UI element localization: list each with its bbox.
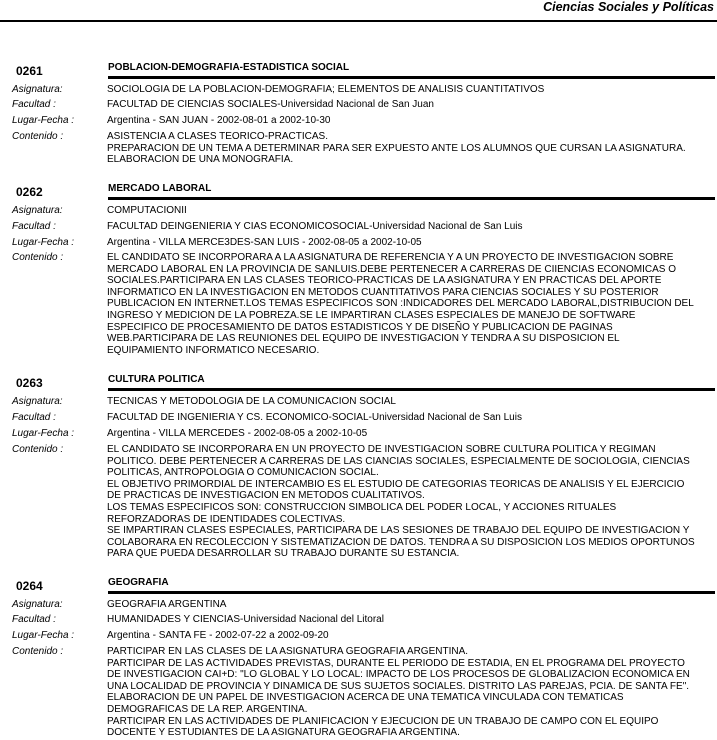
facultad-label: Facultad :	[12, 221, 56, 232]
asignatura-value: COMPUTACIONII	[107, 205, 187, 216]
contenido-line: PARTICIPAR EN LAS ACTIVIDADES DE PLANIFICACION Y EJECUCION DE UN TRABAJO DE CAMPO CON EL EQUIPO	[107, 715, 659, 727]
facultad-label: Facultad :	[12, 412, 56, 423]
contenido-line: COLABORARA EN RECOLECCION Y SISTEMATIZACION DE DATOS. TENDRA A SU DISPOSICION LOS MEDIOS OPORTUNOS	[107, 536, 695, 548]
lugar-fecha-label: Lugar-Fecha :	[12, 428, 75, 439]
entry-id: 0263	[16, 376, 43, 390]
contenido-line: PARTICIPAR EN LAS CLASES DE LA ASIGNATURA GEOGRAFIA ARGENTINA.	[107, 646, 469, 657]
contenido-label: Contenido :	[12, 131, 64, 142]
contenido-line: POLITICAS, ANTROPOLOGIA O COMUNICACION SOCIAL.	[107, 467, 379, 479]
asignatura-label: Asignatura:	[12, 396, 63, 407]
contenido-line: DOCENTE Y ESTUDIANTES DE LA ASIGNATURA GEOGRAFIA ARGENTINA.	[107, 727, 460, 739]
contenido-line: POLITICO. DEBE PERTENECER A CARRERAS DE LAS CIANCIAS SOCIALES, ESPECIALMENTE DE SOCIOLOGIA, CIENCIAS	[107, 455, 690, 467]
page-title: Ciencias Sociales y Políticas	[543, 0, 714, 14]
contenido-line: ASISTENCIA A CLASES TEORICO-PRACTICAS.	[107, 131, 328, 142]
entry-title: POBLACION-DEMOGRAFIA-ESTADISTICA SOCIAL	[108, 62, 350, 73]
contenido-line: INFORMATICO EN LA INVESTIGACION EN METODOS CUANTITATIVOS PARA CIENCIAS SOCIALES Y SU POSTERIOR	[107, 286, 659, 298]
lugar-fecha-label: Lugar-Fecha :	[12, 237, 75, 248]
contenido-line: EL CANDIDATO SE INCORPORARA EN UN PROYECTO DE INVESTIGACION SOBRE CULTURA POLITICA Y REGIMAN	[107, 444, 656, 455]
lugar-fecha-value: Argentina - VILLA MERCE3DES-SAN LUIS - 2002-08-05 a 2002-10-05	[107, 237, 422, 248]
contenido-line: UNA LOCALIDAD DE PROVINCIA Y DINAMICA DE SUS SUJETOS SOCIALES. DISTRITO LAS PAREJAS, PCIA. DE SANTA FE".	[107, 680, 690, 692]
contenido-line: DEMOGRAFICAS DE LA REP. ARGENTINA.	[107, 703, 308, 715]
facultad-value: FACULTAD DEINGENIERIA Y CIAS ECONOMICOSOCIAL-Universidad Nacional de San Luis	[107, 221, 523, 232]
contenido-line: ESPECIFICO DE PROCESAMIENTO DE DATOS ESTADISTICOS Y DE DISEÑO Y PUBLICACION DE PAGINAS	[107, 321, 613, 333]
contenido-line: EL OBJETIVO PRIMORDIAL DE INTERCAMBIO ES EL ESTUDIO DE CATEGORIAS TEORICAS DE ANALISIS Y EL EJERCICIO	[107, 478, 685, 490]
contenido-line: DE INVESTIGACION CAI+D: "LO GLOBAL Y LO LOCAL: IMPACTO DE LOS PROCESOS DE GLOBALIZACION ECONOMICA EN	[107, 669, 690, 681]
contenido-label: Contenido :	[12, 252, 64, 263]
facultad-label: Facultad :	[12, 99, 56, 110]
contenido-text	[107, 444, 713, 560]
contenido-line: MERCADO LABORAL EN LA PROVINCIA DE SANLUIS.DEBE PERTENECER A CARRERAS DE CIIENCIAS ECONOMICAS O	[107, 263, 677, 275]
lugar-fecha-value: Argentina - VILLA MERCEDES - 2002-08-05 a 2002-10-05	[107, 428, 368, 439]
contenido-line: ELABORACION DE UN PAPEL DE INVESTIGACION ACERCA DE UNA TEMATICA VINCULADA CON TEMATICAS	[107, 692, 624, 704]
page-header	[0, 0, 717, 22]
facultad-value: FACULTAD DE INGENIERIA Y CS. ECONOMICO-SOCIAL-Universidad Nacional de San Luis	[107, 412, 522, 423]
asignatura-value: SOCIOLOGIA DE LA POBLACION-DEMOGRAFIA; ELEMENTOS DE ANALISIS CUANTITATIVOS	[107, 84, 545, 95]
contenido-label: Contenido :	[12, 444, 64, 455]
lugar-fecha-value: Argentina - SANTA FE - 2002-07-22 a 2002-09-20	[107, 630, 329, 641]
asignatura-label: Asignatura:	[12, 205, 63, 216]
contenido-line: EQUIPAMIENTO INFORMATICO NECESARIO.	[107, 344, 320, 356]
asignatura-label: Asignatura:	[12, 599, 63, 610]
contenido-label: Contenido :	[12, 646, 64, 657]
contenido-text	[107, 131, 713, 166]
contenido-line: PUBLICACION EN INTERNET.LOS TEMAS ESPECIFICOS SON :INDICADORES DEL MERCADO LABORAL,DISTRIBUCION DEL	[107, 298, 694, 310]
lugar-fecha-value: Argentina - SAN JUAN - 2002-08-01 a 2002-10-30	[107, 115, 331, 126]
entry-title: MERCADO LABORAL	[108, 183, 212, 194]
asignatura-value: TECNICAS Y METODOLOGIA DE LA COMUNICACION SOCIAL	[107, 396, 396, 407]
entry-divider	[108, 591, 715, 594]
facultad-label: Facultad :	[12, 614, 56, 625]
asignatura-value: GEOGRAFIA ARGENTINA	[107, 599, 227, 610]
entry-id: 0264	[16, 579, 43, 593]
contenido-line: PARA QUE PUEDA DESARROLLAR SU TRABAJO DURANTE SU ESTANCIA.	[107, 548, 460, 560]
entry-divider	[108, 388, 715, 391]
contenido-line: ELABORACION DE UNA MONOGRAFIA.	[107, 154, 294, 166]
contenido-text	[107, 646, 713, 739]
contenido-line: LOS TEMAS ESPECIFICOS SON: CONSTRUCCION SIMBOLICA DEL PODER LOCAL, Y ACCIONES RITUALES	[107, 501, 617, 513]
contenido-line: SE IMPARTIRAN CLASES ESPECIALES, PARTICIPARA DE LAS SESIONES DE TRABAJO DEL EQUIPO DE INVESTIGACION Y	[107, 525, 690, 537]
contenido-line: DE PRACTICAS DE INVESTIGACION EN METODOS CUALITATIVOS.	[107, 490, 425, 502]
contenido-line: INGRESO Y MEDICION DE LA POBREZA.SE LE IMPARTIRAN CLASES ESPECIALES DE MANEJO DE SOFTWARE	[107, 309, 636, 321]
contenido-line: PREPARACION DE UN TEMA A DETERMINAR PARA SER EXPUESTO ANTE LOS ALUMNOS QUE CURSAN LA ASIGNATURA.	[107, 142, 686, 154]
facultad-value: FACULTAD DE CIENCIAS SOCIALES-Universidad Nacional de San Juan	[107, 99, 434, 110]
entry-id: 0261	[16, 64, 43, 78]
entry-title: CULTURA POLITICA	[108, 374, 205, 385]
lugar-fecha-label: Lugar-Fecha :	[12, 630, 75, 641]
asignatura-label: Asignatura:	[12, 84, 63, 95]
contenido-line: REFORZADORAS DE IDENTIDADES COLECTIVAS.	[107, 513, 346, 525]
entry-title: GEOGRAFIA	[108, 577, 169, 588]
contenido-text	[107, 252, 713, 356]
contenido-line: PARTICIPAR DE LAS ACTIVIDADES PREVISTAS, DURANTE EL PERIODO DE ESTADIA, EN EL PROGRAMA DEL PROYECTO	[107, 657, 685, 669]
contenido-line: WEB.PARTICIPARA DE LAS REUNIONES DEL EQUIPO DE INVESTIGACION Y TENDRA A SU DISPOSICION EL	[107, 333, 620, 345]
header-divider	[0, 20, 717, 22]
contenido-line: EL CANDIDATO SE INCORPORARA A LA ASIGNATURA DE REFERENCIA Y A UN PROYECTO DE INVESTIGACION SOBRE	[107, 252, 674, 263]
lugar-fecha-label: Lugar-Fecha :	[12, 115, 75, 126]
contenido-line: SOCIALES.PARTICIPARA EN LAS CLASES TEORICO-PRACTICAS DE LA ASIGNATURA Y EN PRACTICAS DEL APORTE	[107, 275, 662, 287]
entry-divider	[108, 197, 715, 200]
entry-divider	[108, 76, 715, 79]
entry-id: 0262	[16, 185, 43, 199]
facultad-value: HUMANIDADES Y CIENCIAS-Universidad Nacional del Litoral	[107, 614, 384, 625]
